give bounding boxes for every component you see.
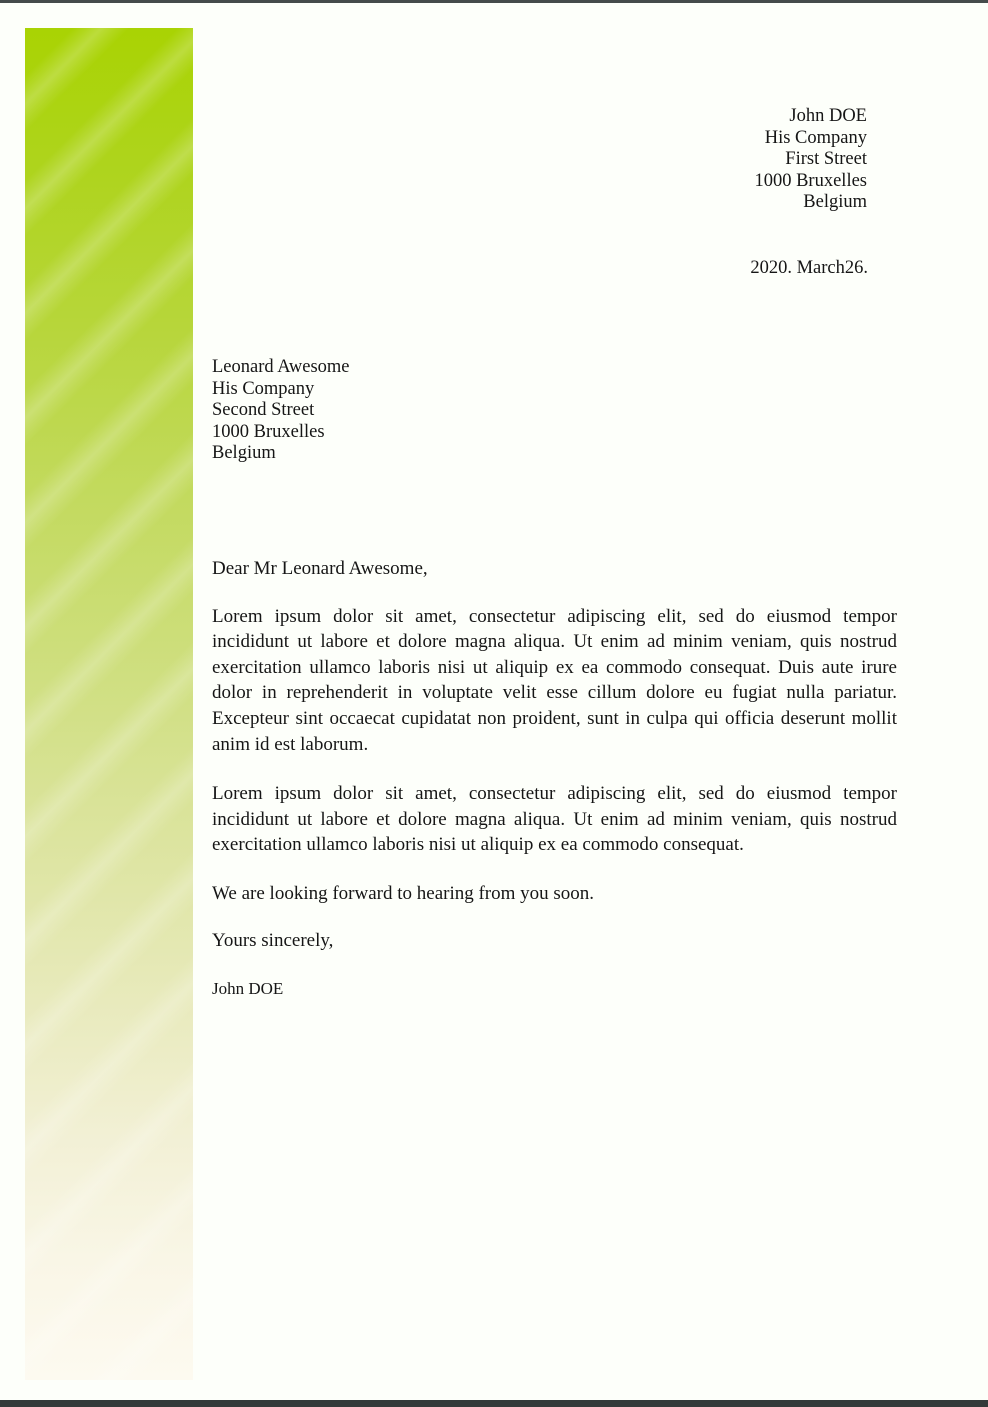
valediction: Yours sincerely, — [212, 930, 334, 952]
sender-address — [212, 106, 867, 214]
body-paragraph-2: Lorem ipsum dolor sit amet, consectetur adipiscing elit, sed do eiusmod tempor incididunt ut labore et dolore magna aliqua. Ut enim ad minim veniam, quis nostrud exercitation ullamco laboris nisi ut aliquip ex ea commodo consequat. — [212, 783, 897, 856]
recipient-street: Second Street — [212, 400, 315, 421]
recipient-country: Belgium — [212, 443, 276, 464]
signature-name: John DOE — [212, 979, 284, 999]
page-bottom-border — [0, 1400, 988, 1407]
sender-name: John DOE — [789, 106, 867, 126]
recipient-name: Leonard Awesome — [212, 356, 350, 377]
sender-company: His Company — [764, 127, 867, 148]
sender-country: Belgium — [803, 192, 867, 213]
salutation: Dear Mr Leonard Awesome, — [212, 557, 428, 579]
recipient-address — [212, 357, 897, 465]
recipient-company: His Company — [212, 378, 315, 399]
closing-line: We are looking forward to hearing from you soon. — [212, 882, 595, 904]
letter-date: 2020. March26. — [750, 257, 868, 278]
body-paragraph-1: Lorem ipsum dolor sit amet, consectetur adipiscing elit, sed do eiusmod tempor incididunt ut labore et dolore magna aliqua. Ut enim ad minim veniam, quis nostrud exercitation ullamco laboris nisi ut aliquip ex ea commodo consequat. Duis aute irure dolor in reprehenderit in voluptate velit esse cillum dolore eu fugiat nulla pariatur. Excepteur sint occaecat cupidatat non proident, sunt in culpa qui officia deserunt mollit anim id est laborum. — [212, 605, 897, 755]
letter-content — [0, 3, 988, 1407]
recipient-city: 1000 Bruxelles — [212, 421, 325, 442]
sender-city: 1000 Bruxelles — [754, 170, 867, 191]
sender-street: First Street — [785, 149, 867, 170]
